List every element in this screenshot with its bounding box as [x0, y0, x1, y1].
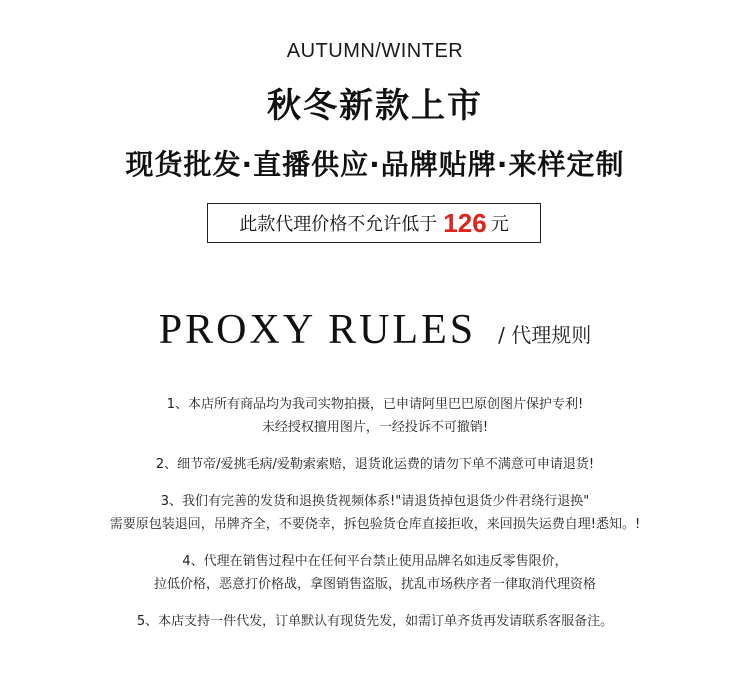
rule-item-5 — [0, 610, 750, 633]
rule-line: 2、细节帝/爱挑毛病/爱勒索索赔，退货讹运费的请勿下单不满意可申请退货! — [155, 457, 595, 472]
rules-title-en: PROXY RULES — [158, 307, 477, 353]
rule-line: 未经授权擅用图片，一经投诉不可撤销! — [261, 420, 489, 435]
rule-item-2 — [0, 453, 750, 476]
minimum-price: 126 — [443, 207, 487, 238]
rule-line: 3、我们有完善的发货和退换货视频体系!"请退货掉包退货少件君绕行退换" — [160, 494, 590, 509]
rules-list — [0, 393, 750, 647]
season-label: AUTUMN/WINTER — [286, 40, 464, 62]
rules-title-zh: / 代理规则 — [498, 322, 592, 347]
price-notice-text: 此款代理价格不允许低于 — [239, 214, 438, 235]
price-unit: 元 — [490, 214, 509, 235]
rule-line: 需要原包装退回，吊牌齐全，不要侥幸，拆包验货仓库直接拒收，来回损失运费自理!悉知。! — [109, 517, 641, 532]
price-notice-box — [207, 203, 541, 243]
rule-line: 拉低价格，恶意打价格战，拿图销售盗版，扰乱市场秩序者一律取消代理资格 — [153, 577, 596, 592]
rule-item-4 — [0, 550, 750, 596]
rule-item-3 — [0, 490, 750, 536]
rule-line: 1、本店所有商品均为我司实物拍摄，已申请阿里巴巴原创图片保护专利! — [166, 397, 584, 412]
rule-line: 4、代理在销售过程中在任何平台禁止使用品牌名如违反零售限价， — [182, 554, 568, 569]
rule-line: 5、本店支持一件代发，订单默认有现货先发，如需订单齐货再发请联系客服备注。 — [136, 614, 614, 629]
services-tagline: 现货批发·直播供应·品牌贴牌·来样定制 — [125, 148, 625, 181]
rule-item-1 — [0, 393, 750, 439]
rules-heading — [0, 306, 750, 354]
page-headline: 秋冬新款上市 — [267, 86, 483, 126]
